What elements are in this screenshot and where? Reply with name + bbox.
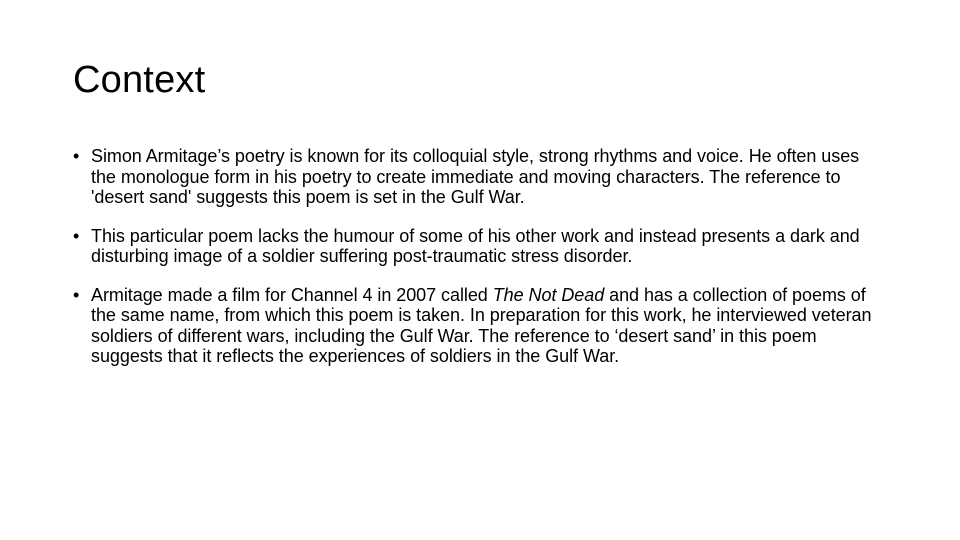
- bullet-dot: •: [73, 146, 80, 166]
- slide-title: Context: [73, 59, 206, 101]
- film-title: The Not Dead: [492, 284, 605, 305]
- bullet-item: [73, 285, 888, 367]
- bullet-text-start: Armitage made a film for Channel 4 in 2007 called: [91, 284, 493, 305]
- bullet-item: [73, 226, 888, 267]
- bullet-text: Simon Armitage’s poetry is known for its colloquial style, strong rhythms and voice. He often uses the monologue form in his poetry to create immediate and moving characters. The reference to 'desert sand' suggests this poem is set in the Gulf War.: [91, 146, 860, 207]
- bullet-item: [73, 146, 888, 208]
- bullet-text-end: and has a collection of poems of the same name, from which this poem is taken. In preparation for this work, he interviewed veteran soldiers of different wars, including the Gulf War. The reference to ‘desert sand’ in this poem suggests that it reflects the experiences of soldiers in the Gulf War.: [91, 284, 872, 366]
- bullet-list: [73, 146, 888, 367]
- bullet-dot: •: [73, 225, 80, 246]
- bullet-dot: •: [73, 284, 80, 305]
- bullet-text: This particular poem lacks the humour of some of his other work and instead presents a dark and disturbing image of a soldier suffering post-traumatic stress disorder.: [91, 225, 860, 266]
